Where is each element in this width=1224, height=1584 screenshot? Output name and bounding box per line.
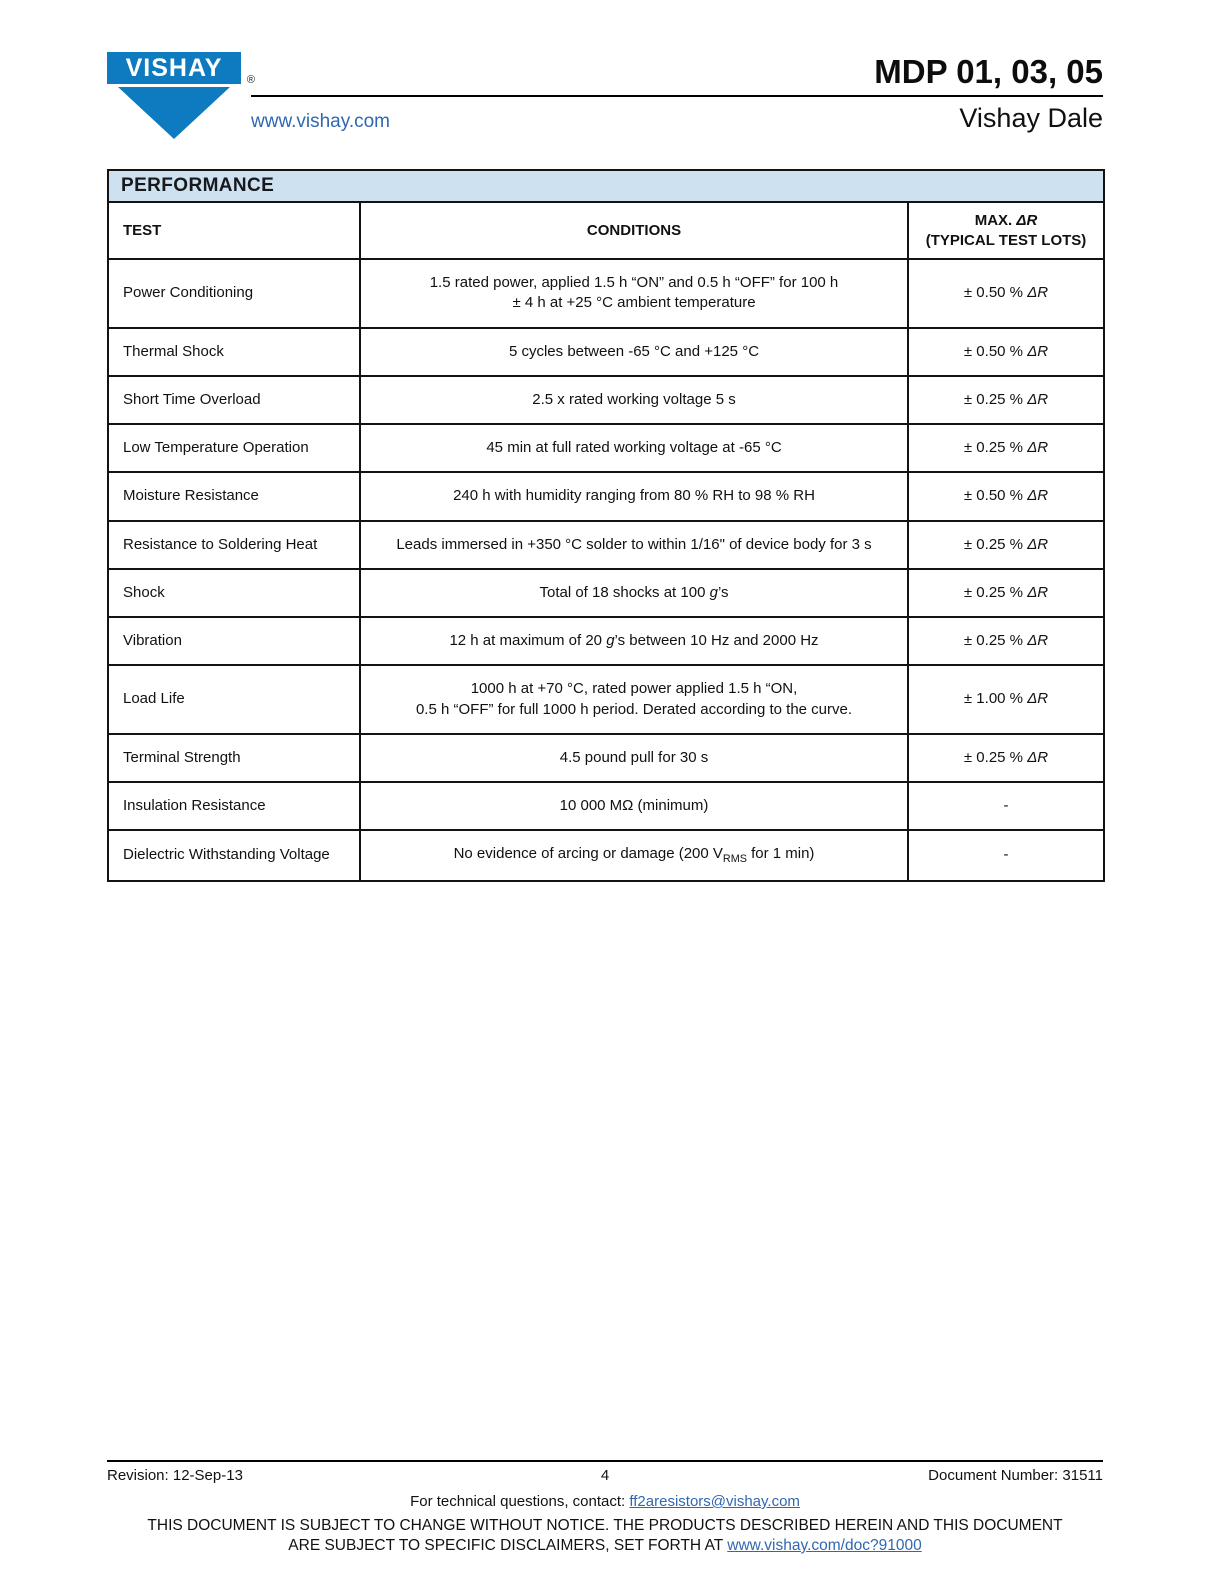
contact-line <box>107 1493 1103 1510</box>
max-delta-r-cell: ± 0.25 % ΔR <box>908 734 1104 782</box>
table-row <box>108 617 1104 665</box>
conditions-cell: 4.5 pound pull for 30 s <box>360 734 908 782</box>
doc-header <box>0 0 1224 139</box>
test-cell: Moisture Resistance <box>108 472 360 520</box>
table-row <box>108 424 1104 472</box>
table-row <box>108 472 1104 520</box>
conditions-cell: 5 cycles between -65 °C and +125 °C <box>360 328 908 376</box>
header-right <box>251 52 1103 134</box>
max-delta-r-cell: ± 0.50 % ΔR <box>908 259 1104 328</box>
table-row <box>108 259 1104 328</box>
max-delta-r-cell: ± 0.25 % ΔR <box>908 424 1104 472</box>
performance-section-title: PERFORMANCE <box>108 170 1104 202</box>
table-row <box>108 734 1104 782</box>
max-delta-r-cell: ± 1.00 % ΔR <box>908 665 1104 734</box>
part-number-title: MDP 01, 03, 05 <box>874 53 1103 90</box>
table-row <box>108 782 1104 830</box>
test-cell: Thermal Shock <box>108 328 360 376</box>
test-cell: Dielectric Withstanding Voltage <box>108 830 360 881</box>
brand-name: Vishay Dale <box>959 103 1103 133</box>
max-delta-r-cell: ± 0.50 % ΔR <box>908 328 1104 376</box>
vishay-logo <box>107 52 255 139</box>
max-delta-r-cell: ± 0.25 % ΔR <box>908 617 1104 665</box>
table-row <box>108 830 1104 881</box>
table-row <box>108 376 1104 424</box>
max-delta-r-cell: ± 0.25 % ΔR <box>908 569 1104 617</box>
table-row <box>108 665 1104 734</box>
table-wrap <box>0 139 1224 882</box>
conditions-cell: 10 000 MΩ (minimum) <box>360 782 908 830</box>
conditions-cell: 2.5 x rated working voltage 5 s <box>360 376 908 424</box>
test-cell: Power Conditioning <box>108 259 360 328</box>
test-cell: Load Life <box>108 665 360 734</box>
conditions-cell: 1000 h at +70 °C, rated power applied 1.5 h “ON, 0.5 h “OFF” for full 1000 h period. Derated according to the curve. <box>360 665 908 734</box>
test-cell: Terminal Strength <box>108 734 360 782</box>
vishay-triangle-icon <box>118 87 230 139</box>
column-header-max-delta-r: MAX. ΔR (TYPICAL TEST LOTS) <box>908 202 1104 259</box>
footer-meta-row <box>107 1467 1103 1487</box>
column-header-conditions: CONDITIONS <box>360 202 908 259</box>
column-header-row <box>108 202 1104 259</box>
contact-text: For technical questions, contact: <box>410 1493 630 1510</box>
performance-table <box>107 169 1105 882</box>
column-header-test: TEST <box>108 202 360 259</box>
conditions-cell: 240 h with humidity ranging from 80 % RH to 98 % RH <box>360 472 908 520</box>
max-delta-r-cell: ± 0.25 % ΔR <box>908 376 1104 424</box>
max-delta-r-cell: - <box>908 830 1104 881</box>
performance-table-body <box>108 259 1104 881</box>
conditions-cell: 12 h at maximum of 20 g’s between 10 Hz and 2000 Hz <box>360 617 908 665</box>
conditions-cell: Leads immersed in +350 °C solder to within 1/16" of device body for 3 s <box>360 521 908 569</box>
footer-divider <box>107 1460 1103 1462</box>
section-title-row <box>108 170 1104 202</box>
max-delta-r-cell: ± 0.50 % ΔR <box>908 472 1104 520</box>
vishay-logo-wordmark: VISHAY <box>107 52 241 84</box>
test-cell: Vibration <box>108 617 360 665</box>
max-delta-r-cell: ± 0.25 % ΔR <box>908 521 1104 569</box>
page-footer <box>107 1460 1103 1556</box>
test-cell: Shock <box>108 569 360 617</box>
header-subrow <box>251 103 1103 134</box>
disclaimer-line-2-text: ARE SUBJECT TO SPECIFIC DISCLAIMERS, SET FORTH AT <box>288 1536 728 1554</box>
test-cell: Short Time Overload <box>108 376 360 424</box>
header-divider <box>251 95 1103 97</box>
disclaimer-line-2 <box>107 1536 1103 1556</box>
disclaimer-line-1: THIS DOCUMENT IS SUBJECT TO CHANGE WITHOUT NOTICE. THE PRODUCTS DESCRIBED HEREIN AND THIS DOCUMENT <box>147 1517 1063 1534</box>
table-row <box>108 328 1104 376</box>
test-cell: Insulation Resistance <box>108 782 360 830</box>
registered-trademark-icon: ® <box>246 74 255 86</box>
test-cell: Low Temperature Operation <box>108 424 360 472</box>
vishay-website-link[interactable]: www.vishay.com <box>251 111 391 132</box>
contact-email-link[interactable]: ff2aresistors@vishay.com <box>629 1493 800 1510</box>
max-delta-r-cell: - <box>908 782 1104 830</box>
conditions-cell: 1.5 rated power, applied 1.5 h “ON” and 0.5 h “OFF” for 100 h ± 4 h at +25 °C ambient temperature <box>360 259 908 328</box>
table-row <box>108 569 1104 617</box>
test-cell: Resistance to Soldering Heat <box>108 521 360 569</box>
page-number: 4 <box>600 1467 610 1484</box>
disclaimer <box>107 1516 1103 1556</box>
conditions-cell: Total of 18 shocks at 100 g’s <box>360 569 908 617</box>
document-number-label: Document Number: 31511 <box>928 1467 1103 1484</box>
disclaimer-link[interactable]: www.vishay.com/doc?91000 <box>727 1536 922 1554</box>
conditions-cell: 45 min at full rated working voltage at -65 °C <box>360 424 908 472</box>
table-row <box>108 521 1104 569</box>
conditions-cell: No evidence of arcing or damage (200 $V_{RMS}$ for 1 min) <box>360 830 908 881</box>
revision-label: Revision: 12-Sep-13 <box>107 1467 243 1484</box>
